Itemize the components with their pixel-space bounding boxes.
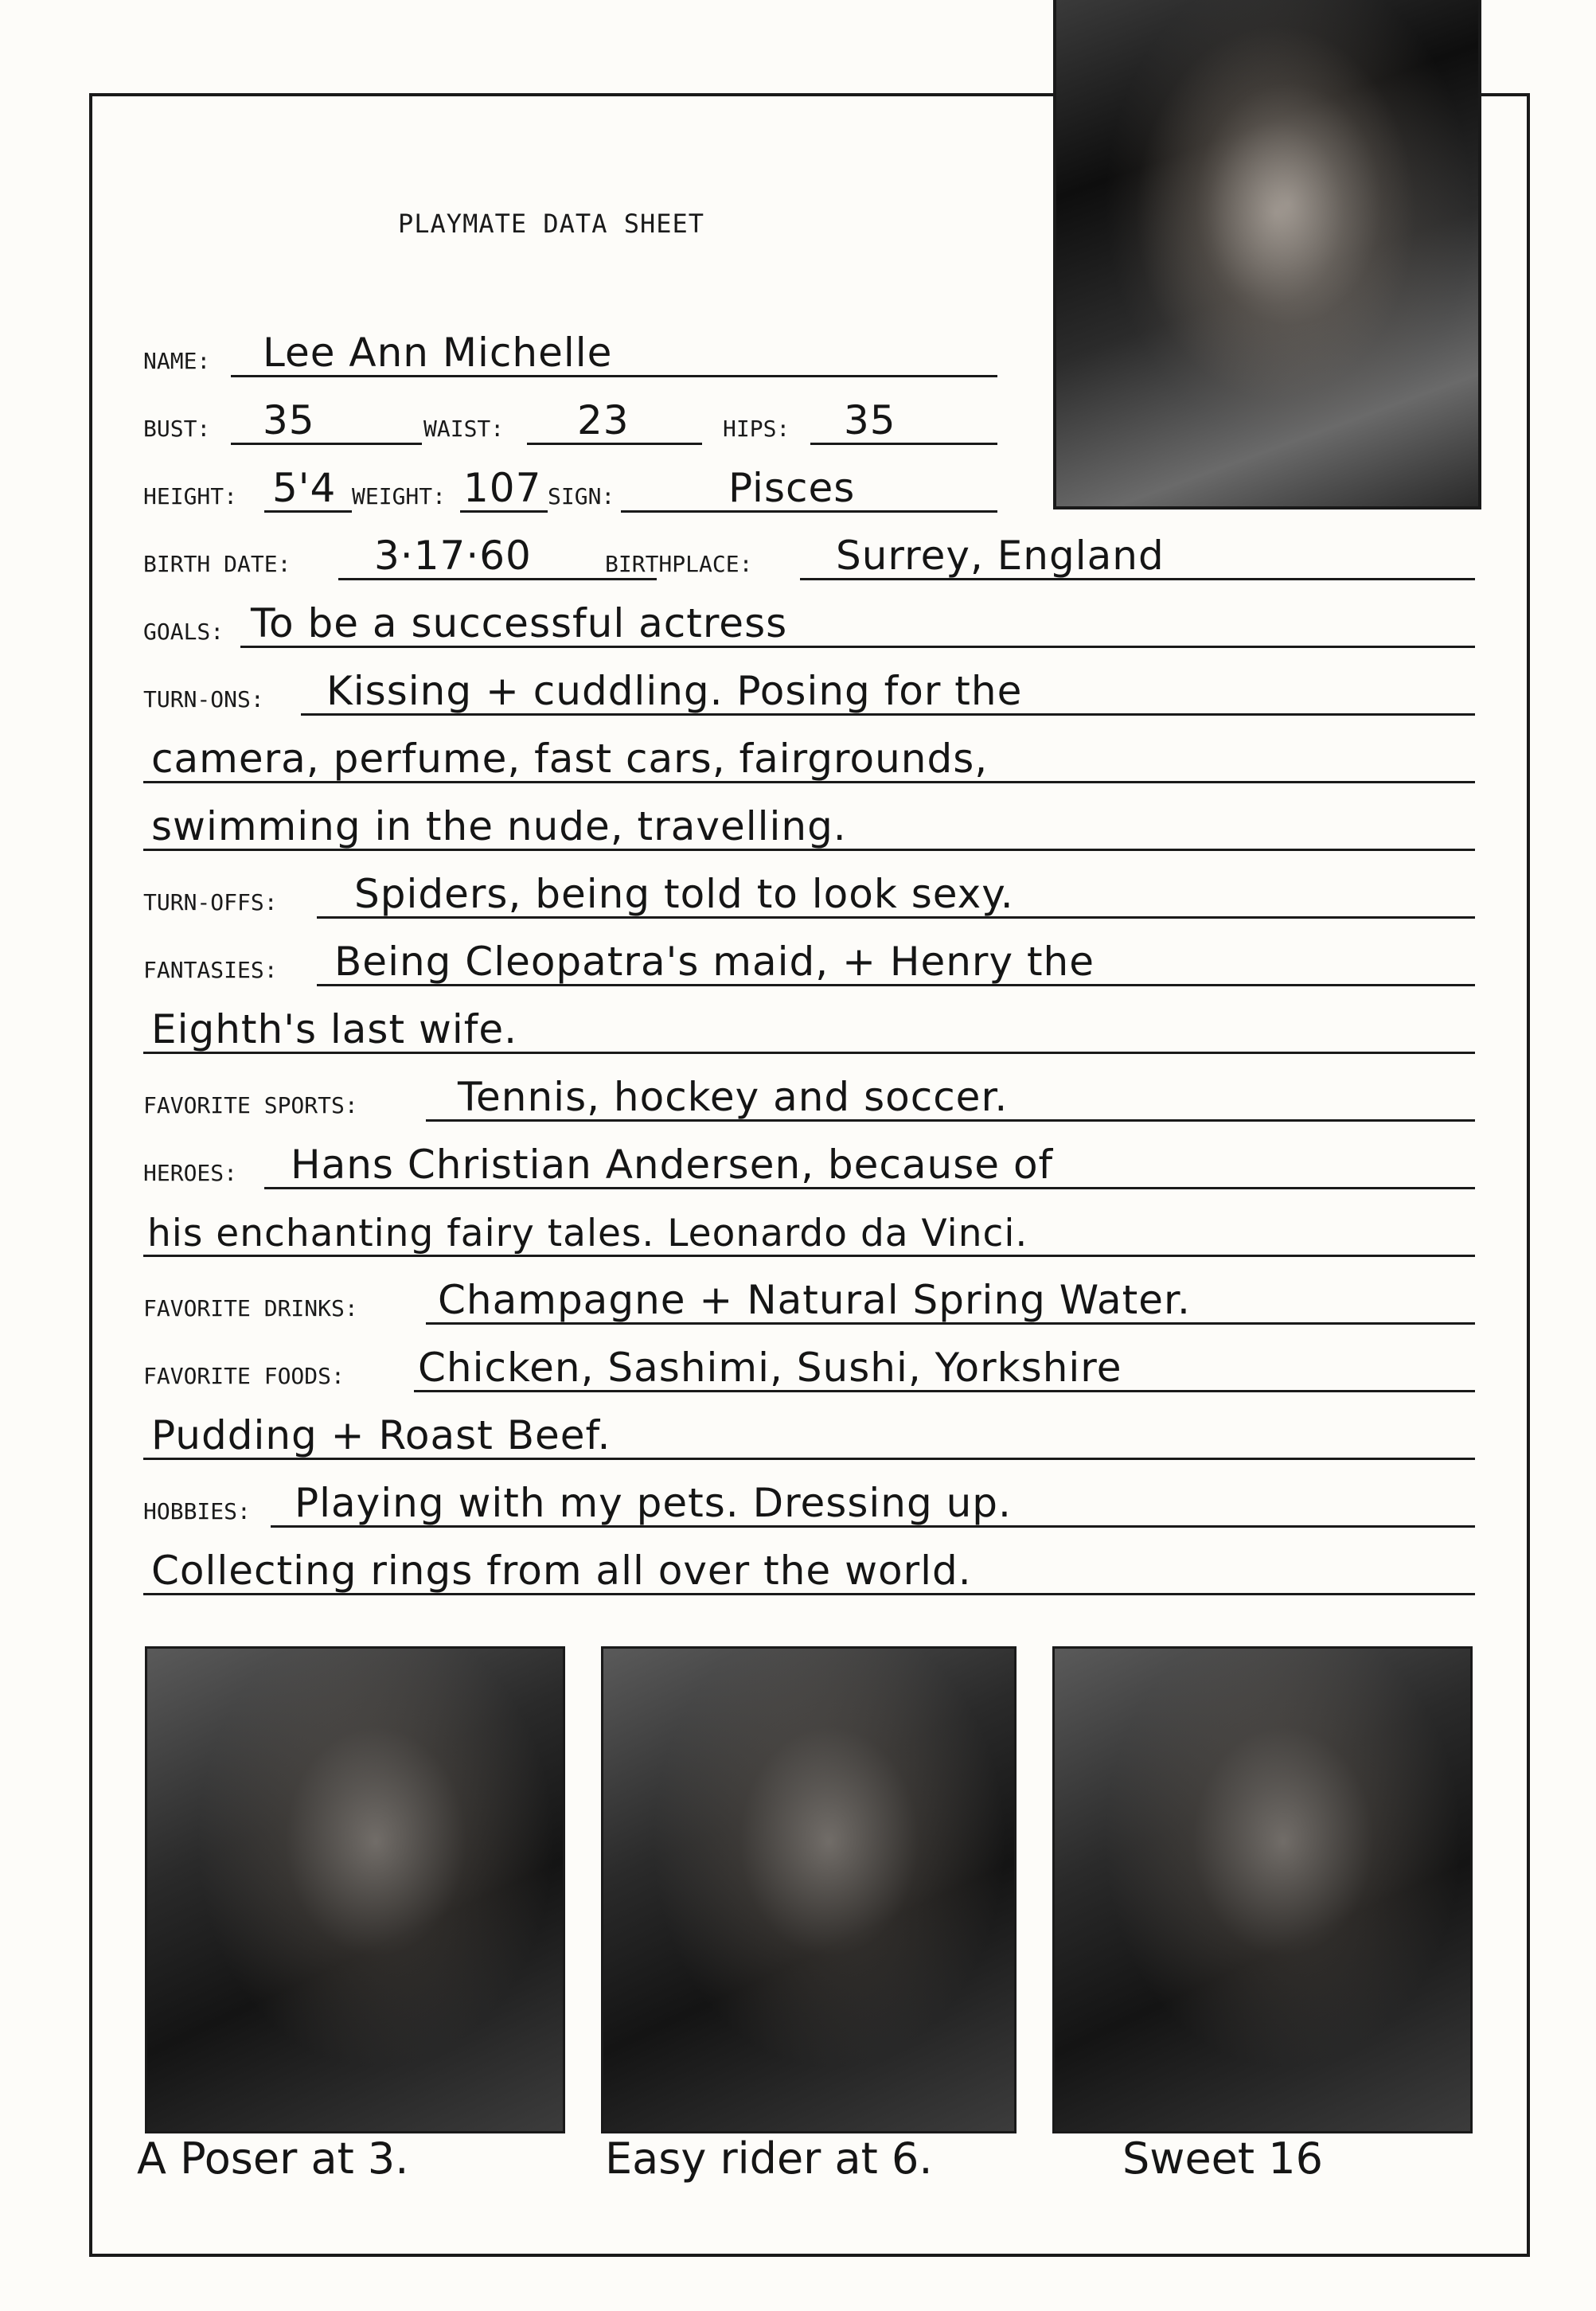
- hips-label: HIPS:: [723, 416, 790, 442]
- turn-ons-row-2: [143, 732, 1475, 788]
- turn-ons-value-2: camera, perfume, fast cars, fairgrounds,: [151, 736, 989, 782]
- turn-offs-value: Spiders, being told to look sexy.: [354, 871, 1014, 917]
- waist-value: 23: [577, 397, 630, 443]
- height-value: 5'4: [272, 465, 337, 511]
- foods-value-2: Pudding + Roast Beef.: [151, 1412, 611, 1458]
- caption-age-6: Easy rider at 6.: [605, 2133, 933, 2184]
- height-weight-sign-row: [143, 462, 997, 517]
- hips-line: [810, 443, 997, 445]
- turn-ons-row-1: [143, 665, 1475, 720]
- bust-label: BUST:: [143, 416, 211, 442]
- turn-ons-label: TURN-ONS:: [143, 686, 264, 712]
- heroes-value-2: his enchanting fairy tales. Leonardo da Vinci.: [147, 1212, 1028, 1255]
- fantasies-value-2: Eighth's last wife.: [151, 1006, 518, 1052]
- bust-line: [231, 443, 422, 445]
- hobbies-row-1: [143, 1477, 1475, 1532]
- hobbies-row-2: [143, 1544, 1475, 1600]
- turn-ons-value-1: Kissing + cuddling. Posing for the: [326, 668, 1023, 714]
- caption-age-16: Sweet 16: [1122, 2133, 1323, 2184]
- name-row: [143, 326, 997, 382]
- birthplace-label: BIRTHPLACE:: [605, 551, 753, 577]
- portrait-image: [1053, 0, 1481, 509]
- name-label: NAME:: [143, 348, 211, 374]
- drinks-row: [143, 1274, 1475, 1329]
- heroes-value-1: Hans Christian Andersen, because of: [291, 1142, 1054, 1188]
- birthplace-value: Surrey, England: [836, 533, 1165, 579]
- sports-value: Tennis, hockey and soccer.: [458, 1074, 1009, 1120]
- turn-offs-label: TURN-OFFS:: [143, 889, 278, 915]
- fantasies-value-1: Being Cleopatra's maid, + Henry the: [334, 939, 1095, 985]
- foods-row-2: [143, 1409, 1475, 1465]
- heroes-row-1: [143, 1138, 1475, 1194]
- hobbies-value-2: Collecting rings from all over the world.: [151, 1548, 972, 1594]
- turn-ons-row-3: [143, 800, 1475, 856]
- birth-date-label: BIRTH DATE:: [143, 551, 291, 577]
- hobbies-label: HOBBIES:: [143, 1498, 251, 1524]
- sign-value: Pisces: [728, 465, 856, 511]
- goals-value: To be a successful actress: [251, 600, 788, 646]
- teen-photo: [1052, 1646, 1473, 2133]
- waist-label: WAIST:: [423, 416, 505, 442]
- heroes-label: HEROES:: [143, 1160, 238, 1186]
- weight-value: 107: [463, 465, 542, 511]
- fantasies-row-1: [143, 935, 1475, 991]
- goals-label: GOALS:: [143, 619, 224, 645]
- drinks-label: FAVORITE DRINKS:: [143, 1295, 358, 1321]
- fantasies-label: FANTASIES:: [143, 957, 278, 983]
- goals-row: [143, 597, 1475, 653]
- turn-offs-row: [143, 868, 1475, 923]
- foods-value-1: Chicken, Sashimi, Sushi, Yorkshire: [418, 1345, 1122, 1391]
- name-value: Lee Ann Michelle: [263, 330, 613, 376]
- birth-row: [143, 529, 1475, 585]
- bust-value: 35: [263, 397, 315, 443]
- sign-label: SIGN:: [548, 483, 615, 509]
- caption-age-3: A Poser at 3.: [137, 2133, 409, 2184]
- turn-ons-value-3: swimming in the nude, travelling.: [151, 803, 847, 849]
- weight-label: WEIGHT:: [352, 483, 447, 509]
- heroes-row-2: [143, 1206, 1475, 1262]
- foods-row-1: [143, 1341, 1475, 1397]
- toddler-photo: [601, 1646, 1017, 2133]
- sports-row: [143, 1071, 1475, 1126]
- sheet-title: PLAYMATE DATA SHEET: [398, 209, 705, 239]
- measurements-row: [143, 394, 997, 450]
- hobbies-value-1: Playing with my pets. Dressing up.: [295, 1480, 1012, 1526]
- fantasies-row-2: [143, 1003, 1475, 1059]
- drinks-value: Champagne + Natural Spring Water.: [438, 1277, 1191, 1323]
- height-label: HEIGHT:: [143, 483, 238, 509]
- foods-label: FAVORITE FOODS:: [143, 1363, 345, 1389]
- hips-value: 35: [844, 397, 896, 443]
- baby-photo: [145, 1646, 565, 2133]
- sports-label: FAVORITE SPORTS:: [143, 1092, 358, 1118]
- birth-date-value: 3·17·60: [374, 533, 532, 579]
- portrait-photo: [1053, 0, 1481, 509]
